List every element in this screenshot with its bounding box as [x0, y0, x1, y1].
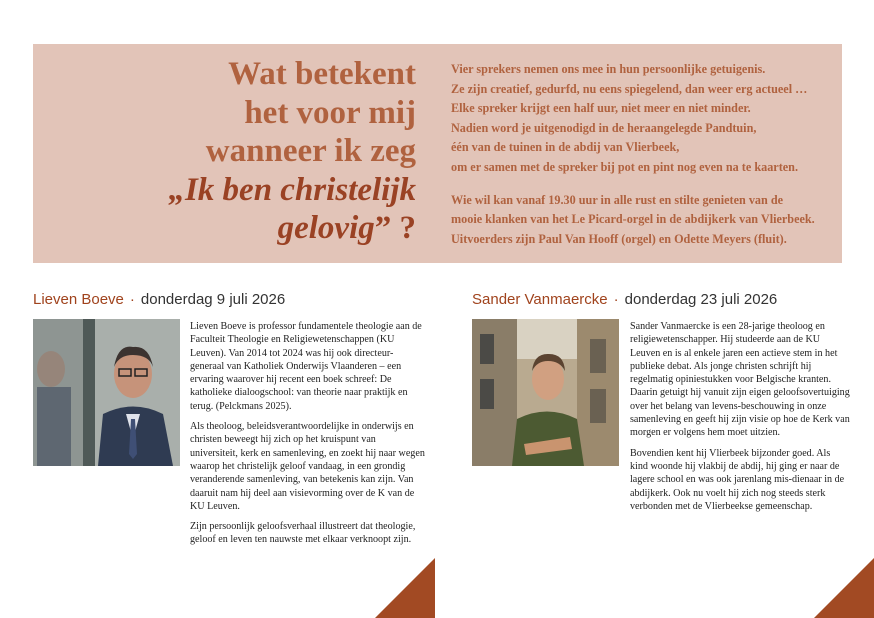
intro-line: Ze zijn creatief, gedurfd, nu eens spiegelend, dan weer erg actueel …: [451, 81, 808, 96]
speaker-name: Sander Vanmaercke: [472, 291, 608, 308]
speaker-bio: [190, 320, 425, 554]
headline-quote: „Ik ben christelijk: [168, 171, 416, 208]
speaker-date: donderdag 23 juli 2026: [624, 291, 778, 308]
corner-triangle: [814, 558, 874, 618]
bio-paragraph: Als theoloog, beleidsverantwoordelijke in onderwijs en christen beweegt hij zich op het kruispunt van universiteit, kerk en samenleving, en zoekt hij naar wegen waarop het christelijk geloof vandaag, in een grondig veranderende samenleving, van betekenis kan zijn. Van daaruit nam hij deel aan visievorming over de K van de KU Leuven.: [190, 421, 425, 512]
headline-line: het voor mij: [244, 94, 416, 131]
bio-paragraph: Sander Vanmaercke is een 28-jarige theoloog en religiewetenschapper. Hij studeerde aan de KU Leuven en is al enkele jaren een actieve stem in het publieke debat. Als jonge christen schrijft hij regelmatig opiniestukken voor Belgische kranten. Daarin getuigt hij vanuit zijn eigen geloofsovertuiging over het belang van levens-beschouwing in onze samenleving en geeft hij zijn visie op hoe de Kerk van morgen er volgens hem moet uitzien.: [630, 321, 850, 439]
headline: [76, 55, 416, 248]
headline-line: wanneer ik zeg: [205, 133, 416, 169]
intro-line: Vier sprekers nemen ons mee in hun persoonlijke getuigenis.: [451, 62, 766, 76]
intro-line: één van de tuinen in de abdij van Vlierbeek,: [451, 140, 680, 155]
bio-paragraph: Zijn persoonlijk geloofsverhaal illustreert dat theologie, geloof en leven ten nauwste met elkaar verknoopt zijn.: [190, 521, 416, 546]
intro-line: Elke spreker krijgt een half uur, niet meer en niet minder.: [451, 101, 751, 116]
intro-line: Nadien word je uitgenodigd in de heraangelegde Pandtuin,: [451, 120, 757, 135]
headline-line: Wat betekent: [228, 56, 416, 92]
speaker-bio: [630, 320, 850, 520]
speaker-heading: [472, 291, 777, 308]
intro-line: Uitvoerders zijn Paul Van Hooff (orgel) en Odette Meyers (fluit).: [451, 231, 787, 246]
bio-paragraph: Bovendien kent hij Vlierbeek bijzonder goed. Als kind woonde hij vlakbij de abdij, hij ging er naar de lagere school en was ook jarenlang mis-dienaar in de abdijkerk. Ook nu voelt hij zich nog steeds sterk verbonden met de Vlierbeekse gemeenschap.: [630, 447, 845, 512]
speaker-photo: [472, 319, 619, 466]
intro-text: [451, 60, 841, 249]
separator: ·: [129, 291, 135, 308]
intro-line: om er samen met de spreker bij pot en pint nog even na te kaarten.: [451, 159, 798, 174]
bio-paragraph: Lieven Boeve is professor fundamentele theologie aan de Faculteit Theologie en Religiewetenschappen (KU Leuven). Van 2014 tot 2024 was hij ook directeur-generaal van Katholiek Onderwijs Vlaanderen – een ervaring waarover hij recent een boek schreef: De katholieke dialoogschool: van theorie naar praktijk en terug. (Pelckmans 2025).: [190, 321, 422, 412]
speaker-name: Lieven Boeve: [33, 291, 124, 308]
speaker-heading: [33, 291, 285, 308]
speaker-photo: [33, 319, 180, 466]
intro-line: mooie klanken van het Le Picard-orgel in de abdijkerk van Vlierbeek.: [451, 212, 815, 227]
headline-quote-end: gelovig” ?: [277, 210, 416, 246]
speaker-date: donderdag 9 juli 2026: [140, 291, 286, 308]
separator: ·: [613, 291, 619, 308]
intro-line: Wie wil kan vanaf 19.30 uur in alle rust en stilte genieten van de: [451, 192, 784, 207]
corner-triangle: [375, 558, 435, 618]
header-banner: [33, 44, 842, 263]
